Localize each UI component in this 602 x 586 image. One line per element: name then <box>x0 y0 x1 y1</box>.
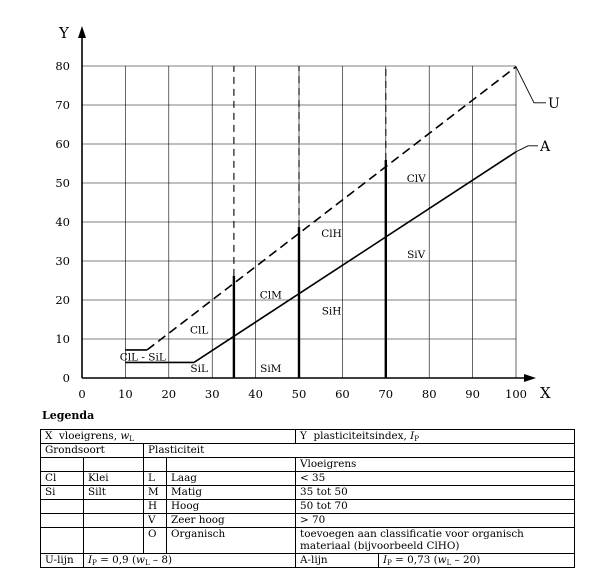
tick-labels <box>55 24 551 402</box>
region-label-clv: ClV <box>406 172 426 185</box>
region-label-cll-sil: ClL - SiL <box>119 351 166 364</box>
y-axis-arrow <box>78 26 86 38</box>
a-line-formula: IP = 0,73 (wL – 20) <box>379 554 575 568</box>
x-tick-label-100: 100 <box>505 387 527 401</box>
legend-row-lines <box>41 554 575 568</box>
region-label-sim: SiM <box>260 363 282 376</box>
y-tick-label-80: 80 <box>55 59 70 73</box>
x-tick-label-60: 60 <box>335 387 350 401</box>
x-axis-label: X <box>540 384 551 402</box>
region-label-sil: SiL <box>190 363 208 376</box>
x-tick-label-20: 20 <box>161 387 177 401</box>
region-label-clh: ClH <box>321 228 342 241</box>
legend-title: Legenda <box>42 409 95 422</box>
legend-table <box>40 429 575 568</box>
x-tick-label-70: 70 <box>378 387 394 401</box>
u-leader-line <box>516 67 546 103</box>
y-tick-label-20: 20 <box>55 293 70 307</box>
x-tick-label-0: 0 <box>78 387 86 401</box>
legend-row-vloeigrens <box>41 458 575 472</box>
legend-vloeigrens-header: Vloeigrens <box>296 458 575 472</box>
legend-row-si: Si Silt M Matig 35 tot 50 <box>41 486 575 500</box>
region-label-cll: ClL <box>189 324 209 337</box>
chart-axes <box>78 26 536 382</box>
legend-row-o: O Organisch toevoegen aan classificatie voor organisch materiaal (bijvoorbeeld ClHO) <box>41 528 575 554</box>
y-tick-label-60: 60 <box>55 137 70 151</box>
a-leader-line <box>516 146 538 152</box>
y-tick-label-70: 70 <box>55 98 70 112</box>
a-line <box>194 152 516 363</box>
x-tick-label-30: 30 <box>204 387 220 401</box>
x-tick-label-90: 90 <box>465 387 480 401</box>
x-tick-label-10: 10 <box>118 387 133 401</box>
x-tick-label-40: 40 <box>248 387 263 401</box>
y-tick-label-10: 10 <box>55 332 70 346</box>
x-tick-label-80: 80 <box>421 387 437 401</box>
legend-row-v: V Zeer hoog > 70 <box>41 514 575 528</box>
legend-row-h: H Hoog 50 tot 70 <box>41 500 575 514</box>
y-axis-label: Y <box>59 24 69 42</box>
legend-row-cl: Cl Klei L Laag < 35 <box>41 472 575 486</box>
region-label-clm: ClM <box>259 289 282 302</box>
legend-row-xy <box>41 430 575 444</box>
a-line-name: A-lijn <box>296 554 379 568</box>
legend-y-cell: Y plasticiteitsindex, IP <box>296 430 575 444</box>
y-tick-label-30: 30 <box>55 254 70 268</box>
region-label-siv: SiV <box>407 248 426 261</box>
a-line-label: A <box>540 138 551 155</box>
legend-plasticiteit-header: Plasticiteit <box>144 444 575 458</box>
y-tick-label-40: 40 <box>55 215 70 229</box>
y-tick-label-50: 50 <box>55 176 70 190</box>
y-tick-label-0: 0 <box>62 371 70 385</box>
region-labels <box>120 173 426 375</box>
legend-x-cell: X vloeigrens, wL <box>41 430 296 444</box>
u-line-label: U <box>548 95 560 112</box>
u-line-formula: IP = 0,9 (wL – 8) <box>84 554 296 568</box>
legend-row-header <box>41 444 575 458</box>
u-line-name: U-lijn <box>41 554 84 568</box>
legend-grondsoort-header: Grondsoort <box>41 444 144 458</box>
region-label-sih: SiH <box>321 305 342 318</box>
x-tick-label-50: 50 <box>291 387 307 401</box>
x-axis-arrow <box>524 374 536 382</box>
